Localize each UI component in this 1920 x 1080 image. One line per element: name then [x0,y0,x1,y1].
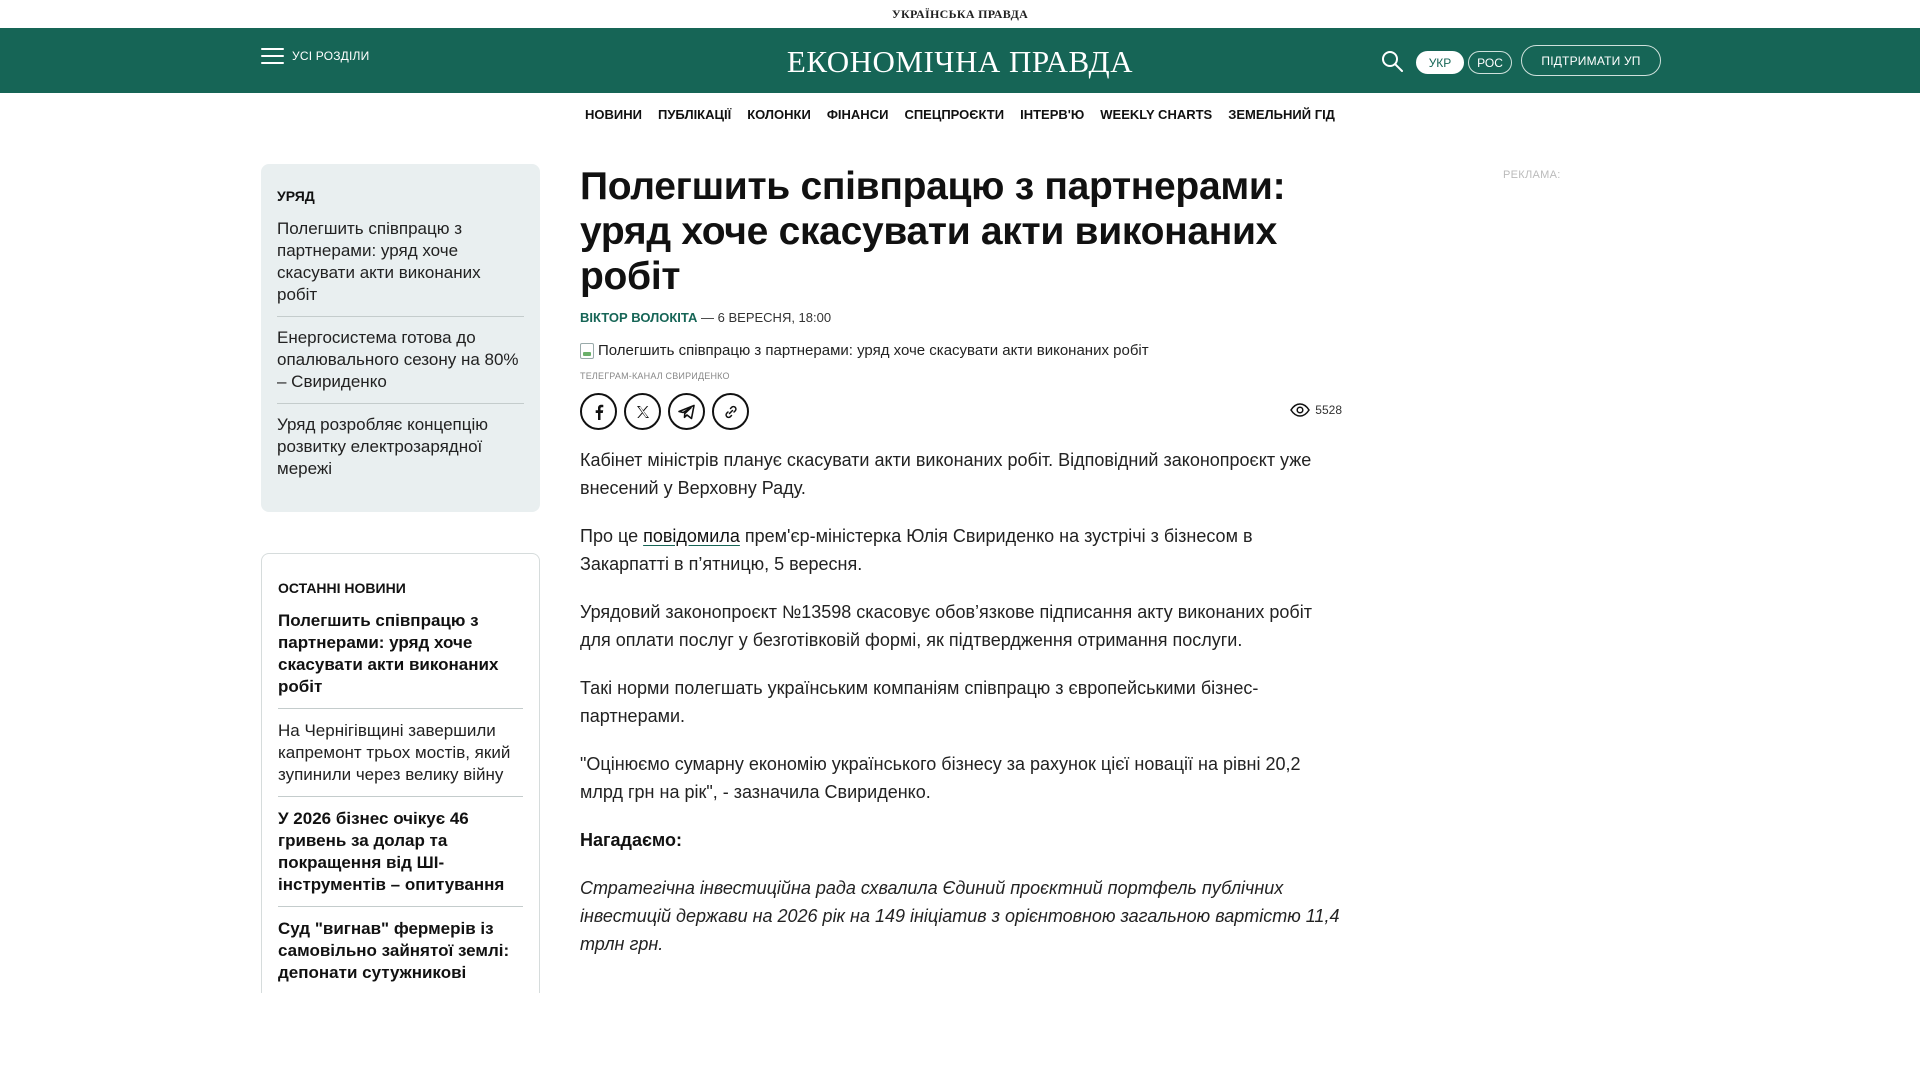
x-share-button[interactable] [624,393,661,430]
nav-interview[interactable]: ІНТЕРВ'Ю [1020,106,1085,122]
ad-label: РЕКЛАМА: [1503,169,1561,181]
broken-image-icon [580,343,594,359]
latest-news-item[interactable]: У 2026 бізнес очікує 46 гривень за долар та покращення від ШІ-інструментів – опитування [278,808,523,907]
paragraph: "Оцінюємо сумарну економію українського бізнесу за рахунок цієї новації на рівні 20,2 млрд грн на рік", - зазначила Свириденко. [580,754,1301,802]
article-image [580,342,1342,359]
link-icon [723,404,739,420]
nav-news[interactable]: НОВИНИ [585,106,642,122]
site-header [0,28,1920,93]
image-caption: ТЕЛЕГРАМ-КАНАЛ СВИРИДЕНКО [580,371,730,381]
views-count: 5528 [1315,403,1342,417]
nav-columns[interactable]: КОЛОНКИ [747,106,811,122]
nav-land-guide[interactable]: ЗЕМЕЛЬНИЙ ГІД [1228,106,1335,122]
paragraph: Урядовий законопроєкт №13598 скасовує обов’язкове підписання акту виконаних робіт для оплати послуг у безготівковій формі, як підтвердження отримання послуги. [580,602,1312,650]
facebook-icon [591,403,607,421]
latest-news-item[interactable]: Суд "вигнав" фермерів із самовільно зайнятої землі: депонати сутужникові [278,918,523,993]
lang-ukr-button[interactable]: УКР [1416,51,1464,74]
latest-news-sidebar [261,553,540,993]
nav-weekly-charts[interactable]: WEEKLY CHARTS [1100,106,1213,122]
eye-icon [1290,403,1310,417]
paragraph-text: прем'єр-міністерка Юлія Свириденко на зустрічі з бізнесом в Закарпатті в п’ятницю, 5 вересня. [580,526,1253,574]
reminder-paragraph: Стратегічна інвестиційна рада схвалила Єдиний проєктний портфель публічних інвестицій держави на 2026 рік на 149 ініціатив з орієнтовною загальною вартістю 11,4 трлн грн. [580,878,1340,954]
article [580,164,1342,958]
source-link[interactable]: повідомила [643,526,740,546]
topic-news-item[interactable]: Енергосистема готова до опалювального сезону на 80% – Свириденко [277,327,524,404]
article-date: — 6 ВЕРЕСНЯ, 18:00 [697,310,832,325]
topic-news-item[interactable]: Полегшить співпрацю з партнерами: уряд хоче скасувати акти виконаних робіт [277,218,524,317]
copy-link-button[interactable] [712,393,749,430]
lang-ros-button[interactable]: РОС [1468,51,1512,74]
search-icon[interactable] [1380,49,1404,73]
site-logo[interactable]: ЕКОНОМІЧНА ПРАВДА [786,44,1134,79]
all-sections-label: УСІ РОЗДІЛИ [292,49,370,63]
topic-news-item[interactable]: Уряд розробляє концепцію розвитку електрозарядної мережі [277,415,489,478]
paragraph-text: Про це [580,526,644,546]
views-counter [1290,403,1342,417]
latest-news-item[interactable]: Полегшить співпрацю з партнерами: уряд хоче скасувати акти виконаних робіт [278,610,523,709]
paragraph [580,522,1342,578]
reminder-heading: Нагадаємо: [580,830,682,850]
nav-publications[interactable]: ПУБЛІКАЦІЇ [658,106,732,122]
all-sections-button[interactable] [261,48,369,64]
article-body [580,446,1342,958]
network-logo[interactable]: УКРАЇНСЬКА ПРАВДА [891,6,1029,21]
hamburger-icon [261,48,284,64]
latest-news-item[interactable]: На Чернігівщині завершили капремонт трьох мостів, який зупинили через велику війну [278,720,523,797]
paragraph: Кабінет міністрів планує скасувати акти виконаних робіт. Відповідний законопроєкт уже внесений у Верховну Раду. [580,450,1312,498]
article-image-alt: Полегшить співпрацю з партнерами: уряд хоче скасувати акти виконаних робіт [598,342,1149,359]
top-bar [0,0,1920,28]
topic-sidebar [261,164,540,512]
facebook-share-button[interactable] [580,393,617,430]
paragraph: Такі норми полегшать українським компаніям співпрацю з європейськими бізнес-партнерами. [580,678,1259,726]
author-link[interactable]: ВІКТОР ВОЛОКІТА [580,310,698,325]
article-headline: Полегшить співпрацю з партнерами: уряд хоче скасувати акти виконаних робіт [580,165,1286,298]
nav-special-projects[interactable]: СПЕЦПРОЄКТИ [904,106,1005,122]
nav-finance[interactable]: ФІНАНСИ [826,106,889,122]
section-nav [0,93,1920,135]
telegram-share-button[interactable] [668,393,705,430]
share-bar [580,393,1342,430]
latest-news-title: ОСТАННІ НОВИНИ [278,580,406,596]
topic-sidebar-title[interactable]: УРЯД [277,188,315,204]
telegram-icon [678,404,696,420]
support-button[interactable]: ПІДТРИМАТИ УП [1521,45,1661,76]
article-byline [580,310,1342,325]
x-icon [635,404,651,420]
